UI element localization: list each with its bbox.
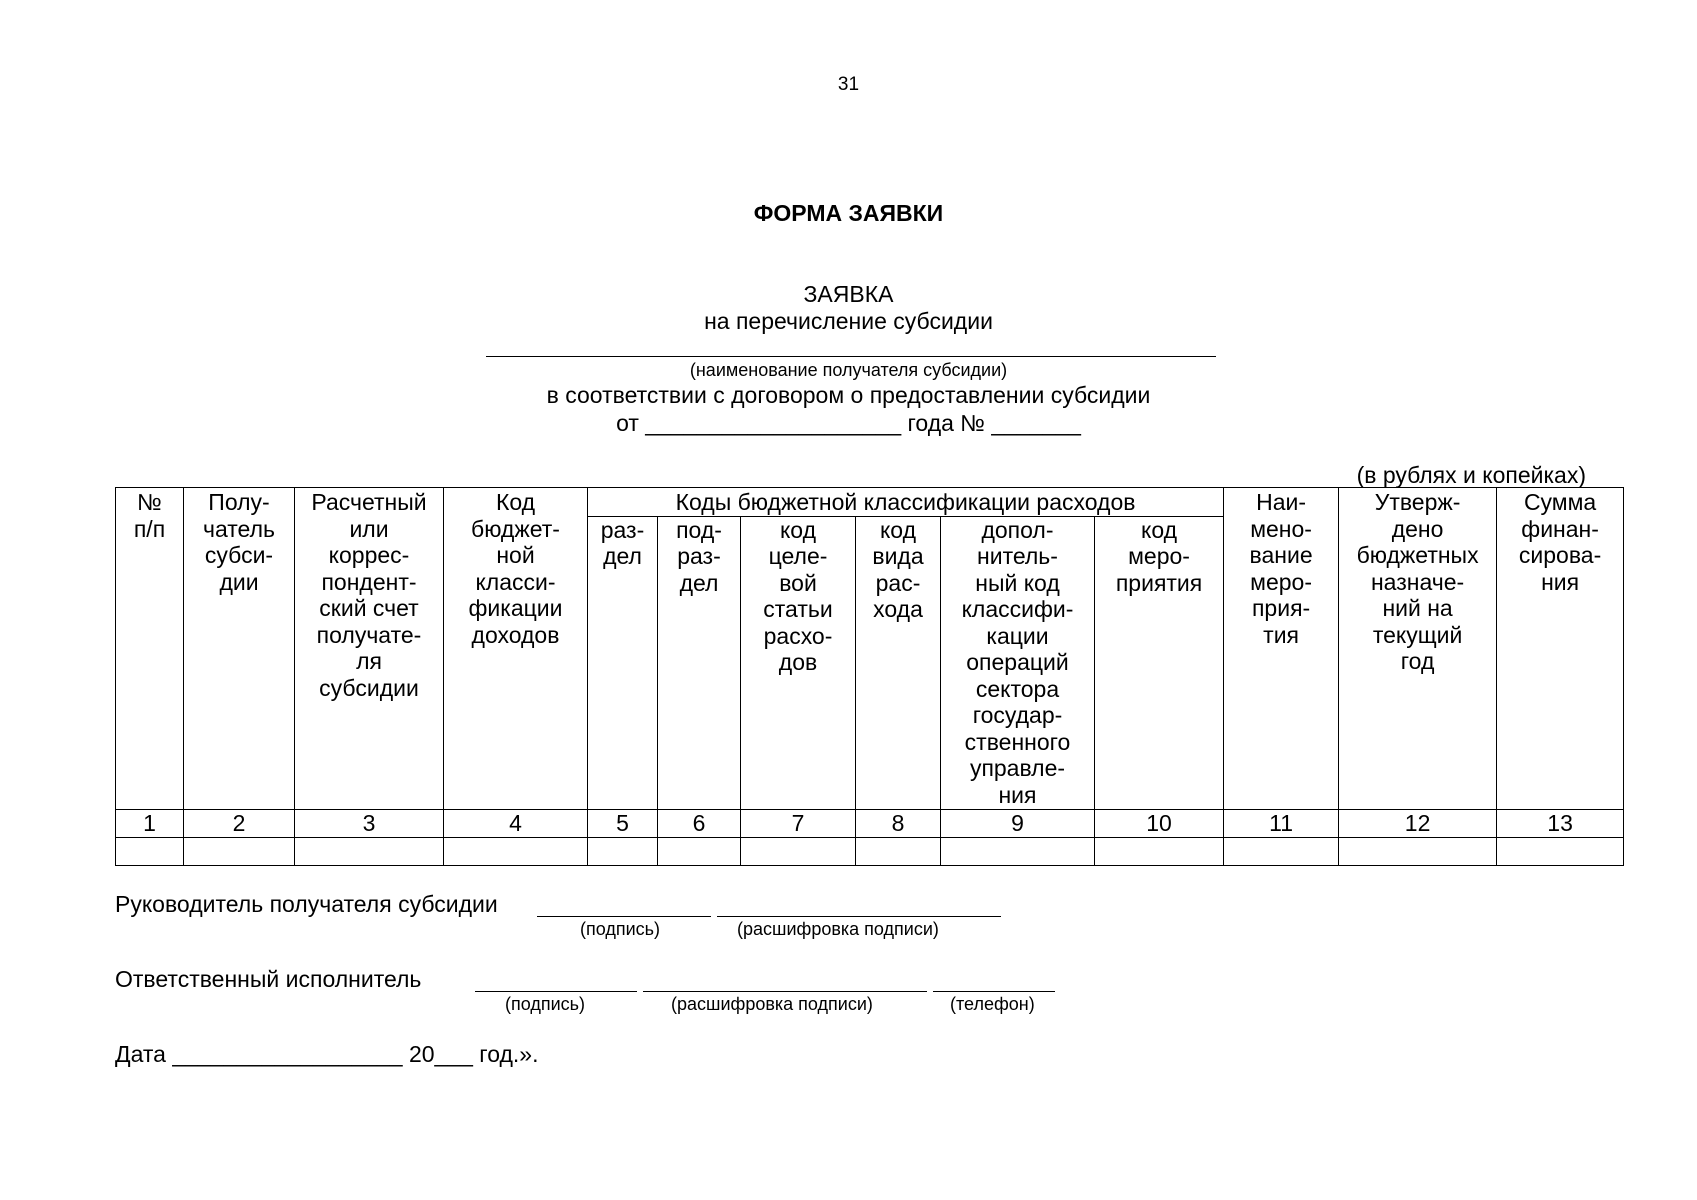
- header-recipient: Полу- чатель субси- дии: [184, 488, 295, 810]
- column-number: 6: [658, 809, 741, 837]
- column-number: 3: [295, 809, 444, 837]
- table-cell[interactable]: [941, 837, 1095, 865]
- table-row: [116, 837, 1624, 865]
- head-name-caption: (расшифровка подписи): [737, 919, 939, 939]
- table-cell[interactable]: [658, 837, 741, 865]
- column-number: 13: [1497, 809, 1624, 837]
- executor-label: Ответственный исполнитель: [115, 966, 422, 992]
- column-number: 11: [1224, 809, 1339, 837]
- column-number: 7: [741, 809, 856, 837]
- column-number: 12: [1339, 809, 1497, 837]
- header-num: № п/п: [116, 488, 184, 810]
- table-cell[interactable]: [295, 837, 444, 865]
- column-number: 4: [444, 809, 588, 837]
- header-amount: Сумма финан- сирова- ния: [1497, 488, 1624, 810]
- executor-name-field[interactable]: [643, 967, 927, 992]
- table-cell[interactable]: [184, 837, 295, 865]
- head-label: Руководитель получателя субсидии: [115, 891, 498, 917]
- contract-date-number-line: от ____________________ года № _______: [616, 410, 1081, 436]
- executor-phone-field[interactable]: [933, 967, 1055, 992]
- table-cell[interactable]: [1339, 837, 1497, 865]
- column-number-row: [116, 809, 1624, 837]
- request-table: [115, 487, 1624, 866]
- table-cell[interactable]: [588, 837, 658, 865]
- column-number: 1: [116, 809, 184, 837]
- date-line: Дата __________________ 20___ год.».: [115, 1041, 539, 1067]
- head-name-field[interactable]: [717, 892, 1001, 917]
- recipient-name-field[interactable]: [486, 330, 1216, 357]
- table-cell[interactable]: [741, 837, 856, 865]
- form-heading: ФОРМА ЗАЯВКИ: [753, 200, 944, 226]
- executor-signature-caption: (подпись): [505, 994, 586, 1014]
- header-expense-codes-group: Коды бюджетной классификации расходов: [588, 488, 1224, 517]
- table-cell[interactable]: [444, 837, 588, 865]
- column-number: 10: [1095, 809, 1224, 837]
- header-expense-type: код вида рас- хода: [856, 516, 941, 809]
- column-number: 8: [856, 809, 941, 837]
- page-number: 31: [837, 74, 860, 95]
- header-event-name: Наи- мено- вание меро- прия- тия: [1224, 488, 1339, 810]
- table-cell[interactable]: [1095, 837, 1224, 865]
- head-signature-field[interactable]: [537, 892, 711, 917]
- request-subtitle: на перечисление субсидии: [704, 308, 993, 334]
- table-cell[interactable]: [1224, 837, 1339, 865]
- request-title: ЗАЯВКА: [803, 281, 894, 307]
- header-section: раз- дел: [588, 516, 658, 809]
- executor-name-caption: (расшифровка подписи): [671, 994, 873, 1014]
- header-event-code: код меро- приятия: [1095, 516, 1224, 809]
- column-number: 2: [184, 809, 295, 837]
- units-note: (в рублях и копейках): [1356, 462, 1586, 488]
- header-target-item: код целе- вой статьи расхо- дов: [741, 516, 856, 809]
- header-additional-code: допол- нитель- ный код классифи- кации операций сектора государ- ственного управле- ния: [941, 516, 1095, 809]
- table-cell[interactable]: [1497, 837, 1624, 865]
- recipient-name-caption: (наименование получателя субсидии): [689, 360, 1008, 380]
- header-subsection: под- раз- дел: [658, 516, 741, 809]
- executor-phone-caption: (телефон): [950, 994, 1035, 1014]
- header-income-code: Код бюджет- ной класси- фикации доходов: [444, 488, 588, 810]
- head-signature-caption: (подпись): [580, 919, 661, 939]
- column-number: 9: [941, 809, 1095, 837]
- table-cell[interactable]: [116, 837, 184, 865]
- header-account: Расчетный или коррес- пондент- ский счет получате- ля субсидии: [295, 488, 444, 810]
- column-number: 5: [588, 809, 658, 837]
- executor-signature-field[interactable]: [475, 967, 637, 992]
- table-cell[interactable]: [856, 837, 941, 865]
- contract-text: в соответствии с договором о предоставлении субсидии: [546, 382, 1151, 408]
- header-approved: Утверж- дено бюджетных назначе- ний на текущий год: [1339, 488, 1497, 810]
